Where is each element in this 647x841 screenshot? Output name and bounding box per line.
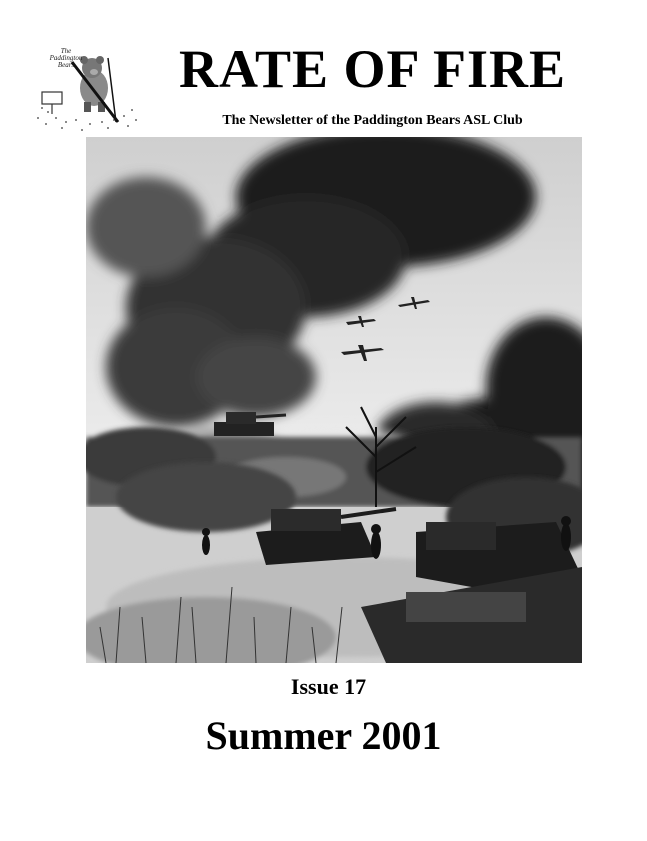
issue-number: Issue 17 — [290, 674, 367, 699]
logo-text: The Paddington Bears — [49, 47, 83, 69]
cover-photograph — [86, 137, 582, 663]
newsletter-subtitle: The Newsletter of the Paddington Bears ASL Club — [222, 113, 523, 128]
club-logo — [32, 48, 142, 134]
newsletter-title: RATE OF FIRE — [178, 39, 567, 99]
battle-scene-image — [86, 137, 582, 663]
issue-season: Summer 2001 — [205, 713, 442, 758]
